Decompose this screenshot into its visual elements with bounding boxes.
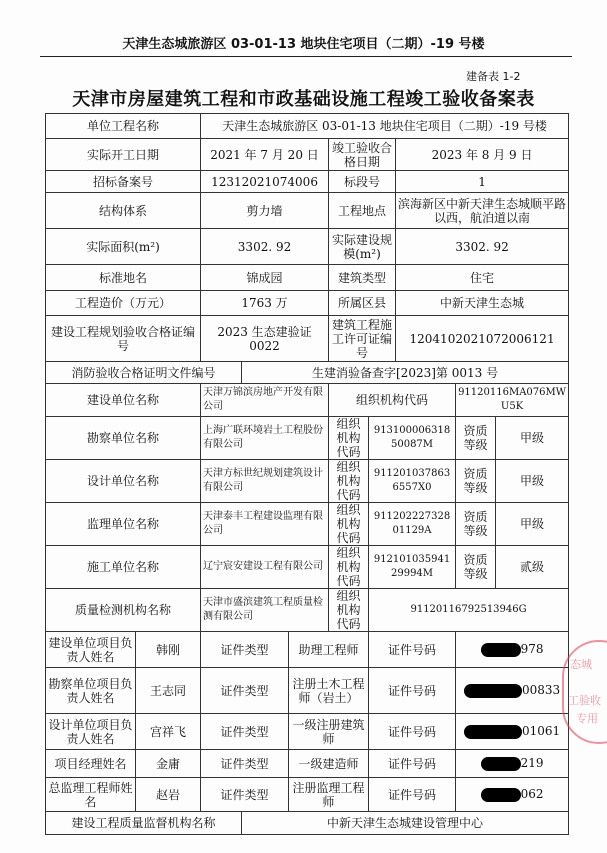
- supervision-label: 建设工程质量监督机构名称: [46, 812, 242, 835]
- table-row: [46, 714, 569, 750]
- builder-value: 天津万锦滨房地产开发有限公司: [201, 384, 329, 417]
- scale-label: 实际建设规模(m²): [329, 229, 396, 265]
- bldg-type-label: 建筑类型: [329, 265, 396, 291]
- super-org-code-label: 组织机构代码: [329, 503, 369, 546]
- super-label: 监理单位名称: [46, 503, 201, 546]
- table-row: [46, 417, 569, 460]
- design-org-code-label: 组织机构代码: [329, 460, 369, 503]
- header-title: 天津生态城旅游区 03-01-13 地块住宅项目（二期）-19 号楼: [122, 37, 485, 52]
- p2-cert-type: 注册土木工程师（岩土）: [289, 668, 369, 714]
- permit-label: 建筑工程施工许可证编号: [329, 316, 396, 362]
- constr-org-code: 91210103594129994M: [369, 546, 456, 589]
- permit-value: 1204102021072006121: [396, 316, 569, 362]
- constr-grade: 贰级: [496, 546, 569, 589]
- start-date-value: 2021 年 7 月 20 日: [201, 139, 329, 171]
- location-label: 工程地点: [329, 193, 396, 229]
- district-label: 所属区县: [329, 291, 396, 316]
- p3-name: 宫祥飞: [136, 714, 201, 750]
- p1-cert-no-label: 证件号码: [369, 632, 456, 668]
- qc-org-code: 91120116792513946G: [369, 589, 569, 632]
- table-row: [46, 316, 569, 362]
- p1-cert-no: [456, 632, 569, 668]
- p5-cert-no: [456, 778, 569, 812]
- p2-cert-type-label: 证件类型: [201, 668, 289, 714]
- p1-label: 建设单位项目负责人姓名: [46, 632, 136, 668]
- redaction-mask: [481, 643, 521, 657]
- builder-label: 建设单位名称: [46, 384, 201, 417]
- location-value: 滨海新区中新天津生态城顺平路以西，航泊道以南: [396, 193, 569, 229]
- super-value: 天津泰丰工程建设监理有限公司: [201, 503, 329, 546]
- redaction-mask: [464, 684, 522, 698]
- official-stamp: [562, 640, 607, 744]
- p3-label: 设计单位项目负责人姓名: [46, 714, 136, 750]
- std-name-value: 锦成园: [201, 265, 329, 291]
- p1-name: 韩刚: [136, 632, 201, 668]
- redaction-mask: [464, 725, 522, 739]
- scale-value: 3302. 92: [396, 229, 569, 265]
- survey-quality-label: 资质等级: [456, 417, 496, 460]
- filing-table: [45, 113, 569, 835]
- bldg-type-value: 住宅: [396, 265, 569, 291]
- area-label: 实际面积(m²): [46, 229, 201, 265]
- accept-date-label: 竣工验收合格日期: [329, 139, 396, 171]
- super-grade: 甲级: [496, 503, 569, 546]
- table-row: [46, 114, 569, 139]
- table-row: [46, 589, 569, 632]
- table-row: [46, 291, 569, 316]
- table-row: [46, 171, 569, 193]
- start-date-label: 实际开工日期: [46, 139, 201, 171]
- p3-cert-no: [456, 714, 569, 750]
- design-grade: 甲级: [496, 460, 569, 503]
- table-row: [46, 193, 569, 229]
- stamp-text-1: 态城: [570, 658, 592, 671]
- plan-cert-value: 2023 生态建验证 0022: [201, 316, 329, 362]
- area-value: 3302. 92: [201, 229, 329, 265]
- p4-cert-no-text: 219: [520, 756, 544, 771]
- p5-cert-no-text: 062: [520, 787, 544, 802]
- redaction-mask: [481, 757, 521, 771]
- constr-label: 施工单位名称: [46, 546, 201, 589]
- structure-value: 剪力墙: [201, 193, 329, 229]
- table-row: [46, 750, 569, 778]
- survey-grade: 甲级: [496, 417, 569, 460]
- form-number: 建备表 1-2: [466, 70, 521, 83]
- constr-quality-label: 资质等级: [456, 546, 496, 589]
- fire-value: 生建消验备查字[2023]第 0013 号: [242, 362, 569, 384]
- fire-label: 消防验收合格证明文件编号: [46, 362, 242, 384]
- p2-label: 勘察单位项目负责人姓名: [46, 668, 136, 714]
- table-row: [46, 229, 569, 265]
- p5-cert-type: 注册监理工程师: [289, 778, 369, 812]
- qc-label: 质量检测机构名称: [46, 589, 201, 632]
- document-title: 天津市房屋建筑工程和市政基础设施工程竣工验收备案表: [72, 89, 535, 110]
- p2-cert-no: [456, 668, 569, 714]
- table-row: [46, 668, 569, 714]
- plan-cert-label: 建设工程规划验收合格证编号: [46, 316, 201, 362]
- p2-cert-no-text: 00833: [521, 683, 561, 698]
- section-label: 标段号: [329, 171, 396, 193]
- table-row: [46, 265, 569, 291]
- p1-cert-no-text: 978: [520, 642, 544, 657]
- design-quality-label: 资质等级: [456, 460, 496, 503]
- section-value: 1: [396, 171, 569, 193]
- builder-org-code-label: 组织机构代码: [329, 384, 456, 417]
- district-value: 中新天津生态城: [396, 291, 569, 316]
- p1-cert-type-label: 证件类型: [201, 632, 289, 668]
- survey-value: 上海广联环境岩土工程股份有限公司: [201, 417, 329, 460]
- stamp-text-3: 专用: [576, 712, 598, 725]
- p2-name: 王志同: [136, 668, 201, 714]
- p4-cert-type-label: 证件类型: [201, 750, 289, 778]
- p1-cert-type: 助理工程师: [289, 632, 369, 668]
- table-row: [46, 460, 569, 503]
- p3-cert-no-label: 证件号码: [369, 714, 456, 750]
- super-org-code: 91120222732801129A: [369, 503, 456, 546]
- table-row: [46, 362, 569, 384]
- design-value: 天津方标世纪规划建筑设计有限公司: [201, 460, 329, 503]
- constr-org-code-label: 组织机构代码: [329, 546, 369, 589]
- survey-label: 勘察单位名称: [46, 417, 201, 460]
- project-name-label: 单位工程名称: [46, 114, 201, 139]
- p4-cert-no: [456, 750, 569, 778]
- project-name-value: 天津生态城旅游区 03-01-13 地块住宅项目（二期）-19 号楼: [201, 114, 569, 139]
- table-row: [46, 812, 569, 835]
- stamp-text-2: 工验收: [568, 694, 601, 707]
- survey-org-code-label: 组织机构代码: [329, 417, 369, 460]
- p3-cert-type-label: 证件类型: [201, 714, 289, 750]
- supervision-value: 中新天津生态城建设管理中心: [242, 812, 569, 835]
- p3-cert-type: 一级注册建筑师: [289, 714, 369, 750]
- p5-name: 赵岩: [136, 778, 201, 812]
- table-row: [46, 503, 569, 546]
- survey-org-code: 91310000631850087M: [369, 417, 456, 460]
- table-row: [46, 632, 569, 668]
- tender-label: 招标备案号: [46, 171, 201, 193]
- p3-cert-no-text: 01061: [521, 724, 561, 739]
- table-row: [46, 546, 569, 589]
- cost-value: 1763 万: [201, 291, 329, 316]
- redaction-mask: [481, 788, 521, 802]
- accept-date-value: 2023 年 8 月 9 日: [396, 139, 569, 171]
- design-org-code: 911201037863 6557X0: [369, 460, 456, 503]
- tender-value: 12312021074006: [201, 171, 329, 193]
- header-rule: [40, 56, 572, 57]
- constr-value: 辽宁宸安建设工程有限公司: [201, 546, 329, 589]
- p4-label: 项目经理姓名: [46, 750, 136, 778]
- p4-name: 金庸: [136, 750, 201, 778]
- p5-cert-type-label: 证件类型: [201, 778, 289, 812]
- design-label: 设计单位名称: [46, 460, 201, 503]
- table-row: [46, 384, 569, 417]
- p5-label: 总监理工程师姓名: [46, 778, 136, 812]
- std-name-label: 标准地名: [46, 265, 201, 291]
- super-quality-label: 资质等级: [456, 503, 496, 546]
- qc-value: 天津市盛滨建筑工程质量检测有限公司: [201, 589, 329, 632]
- qc-org-code-label: 组织机构代码: [329, 589, 369, 632]
- p2-cert-no-label: 证件号码: [369, 668, 456, 714]
- table-row: [46, 139, 569, 171]
- p4-cert-no-label: 证件号码: [369, 750, 456, 778]
- structure-label: 结构体系: [46, 193, 201, 229]
- cost-label: 工程造价（万元）: [46, 291, 201, 316]
- builder-org-code: 91120116MA076MWU5K: [456, 384, 569, 417]
- table-row: [46, 778, 569, 812]
- p4-cert-type: 一级建造师: [289, 750, 369, 778]
- p5-cert-no-label: 证件号码: [369, 778, 456, 812]
